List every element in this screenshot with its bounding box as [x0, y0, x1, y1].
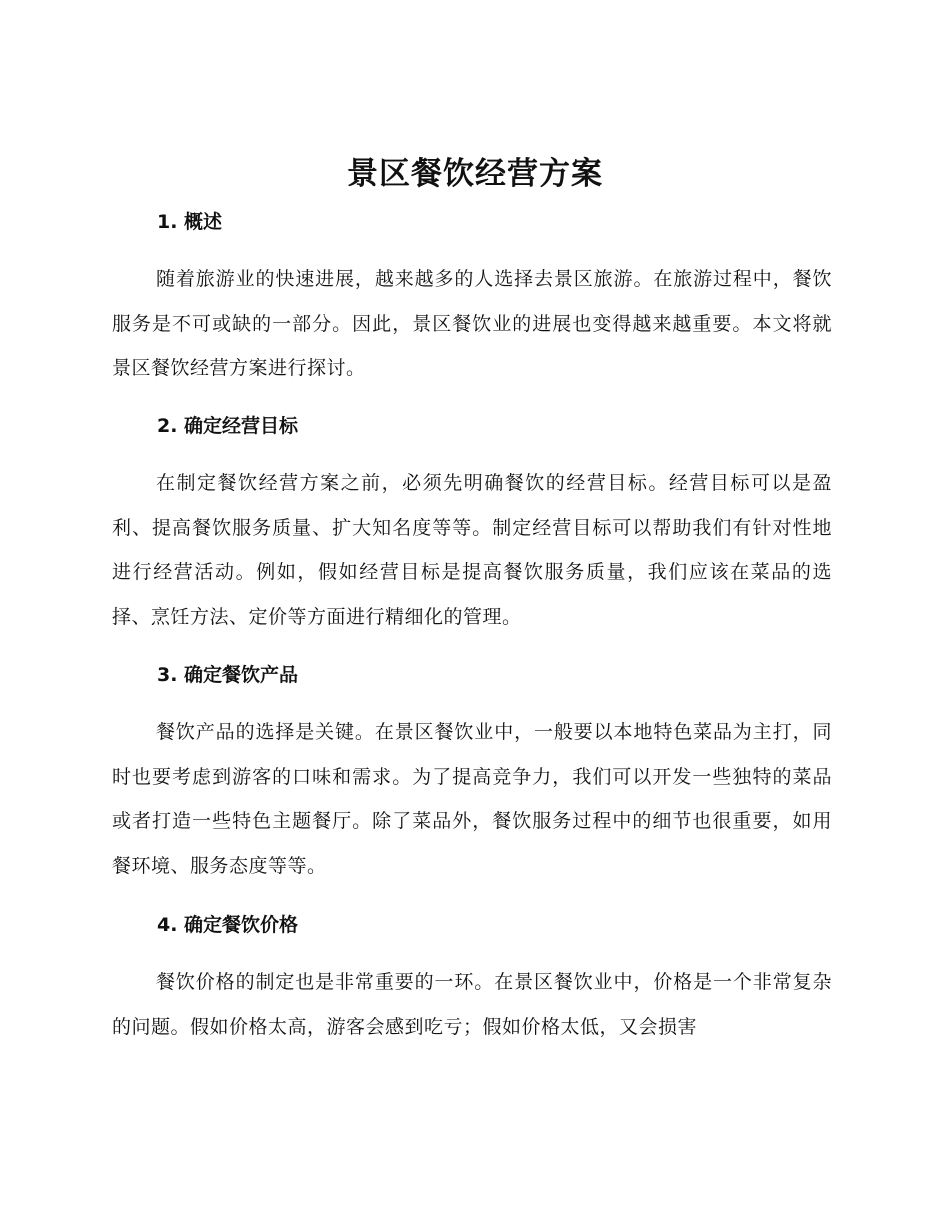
section-paragraph-pricing: 餐饮价格的制定也是非常重要的一环。在景区餐饮业中，价格是一个非常复杂的问题。假如价格太高，游客会感到吃亏；假如价格太低，又会损害 [112, 971, 832, 1038]
section-heading-overview: 1. 概述 [157, 211, 223, 233]
section-heading-products: 3. 确定餐饮产品 [157, 664, 299, 686]
section-heading-goals: 2. 确定经营目标 [157, 415, 299, 437]
section-paragraph-products: 餐饮产品的选择是关键。在景区餐饮业中，一般要以本地特色菜品为主打，同时也要考虑到游客的口味和需求。为了提高竞争力，我们可以开发一些独特的菜品或者打造一些特色主题餐厅。除了菜品外，餐饮服务过程中的细节也很重要，如用餐环境、服务态度等等。 [112, 721, 832, 877]
document-title: 景区餐饮经营方案 [347, 156, 603, 192]
section-paragraph-overview: 随着旅游业的快速进展，越来越多的人选择去景区旅游。在旅游过程中，餐饮服务是不可或缺的一部分。因此，景区餐饮业的进展也变得越来越重要。本文将就景区餐饮经营方案进行探讨。 [112, 268, 832, 379]
section-heading-pricing: 4. 确定餐饮价格 [157, 914, 299, 936]
section-paragraph-goals: 在制定餐饮经营方案之前，必须先明确餐饮的经营目标。经营目标可以是盈利、提高餐饮服务质量、扩大知名度等等。制定经营目标可以帮助我们有针对性地进行经营活动。例如，假如经营目标是提高餐饮服务质量，我们应该在菜品的选择、烹饪方法、定价等方面进行精细化的管理。 [112, 472, 832, 628]
